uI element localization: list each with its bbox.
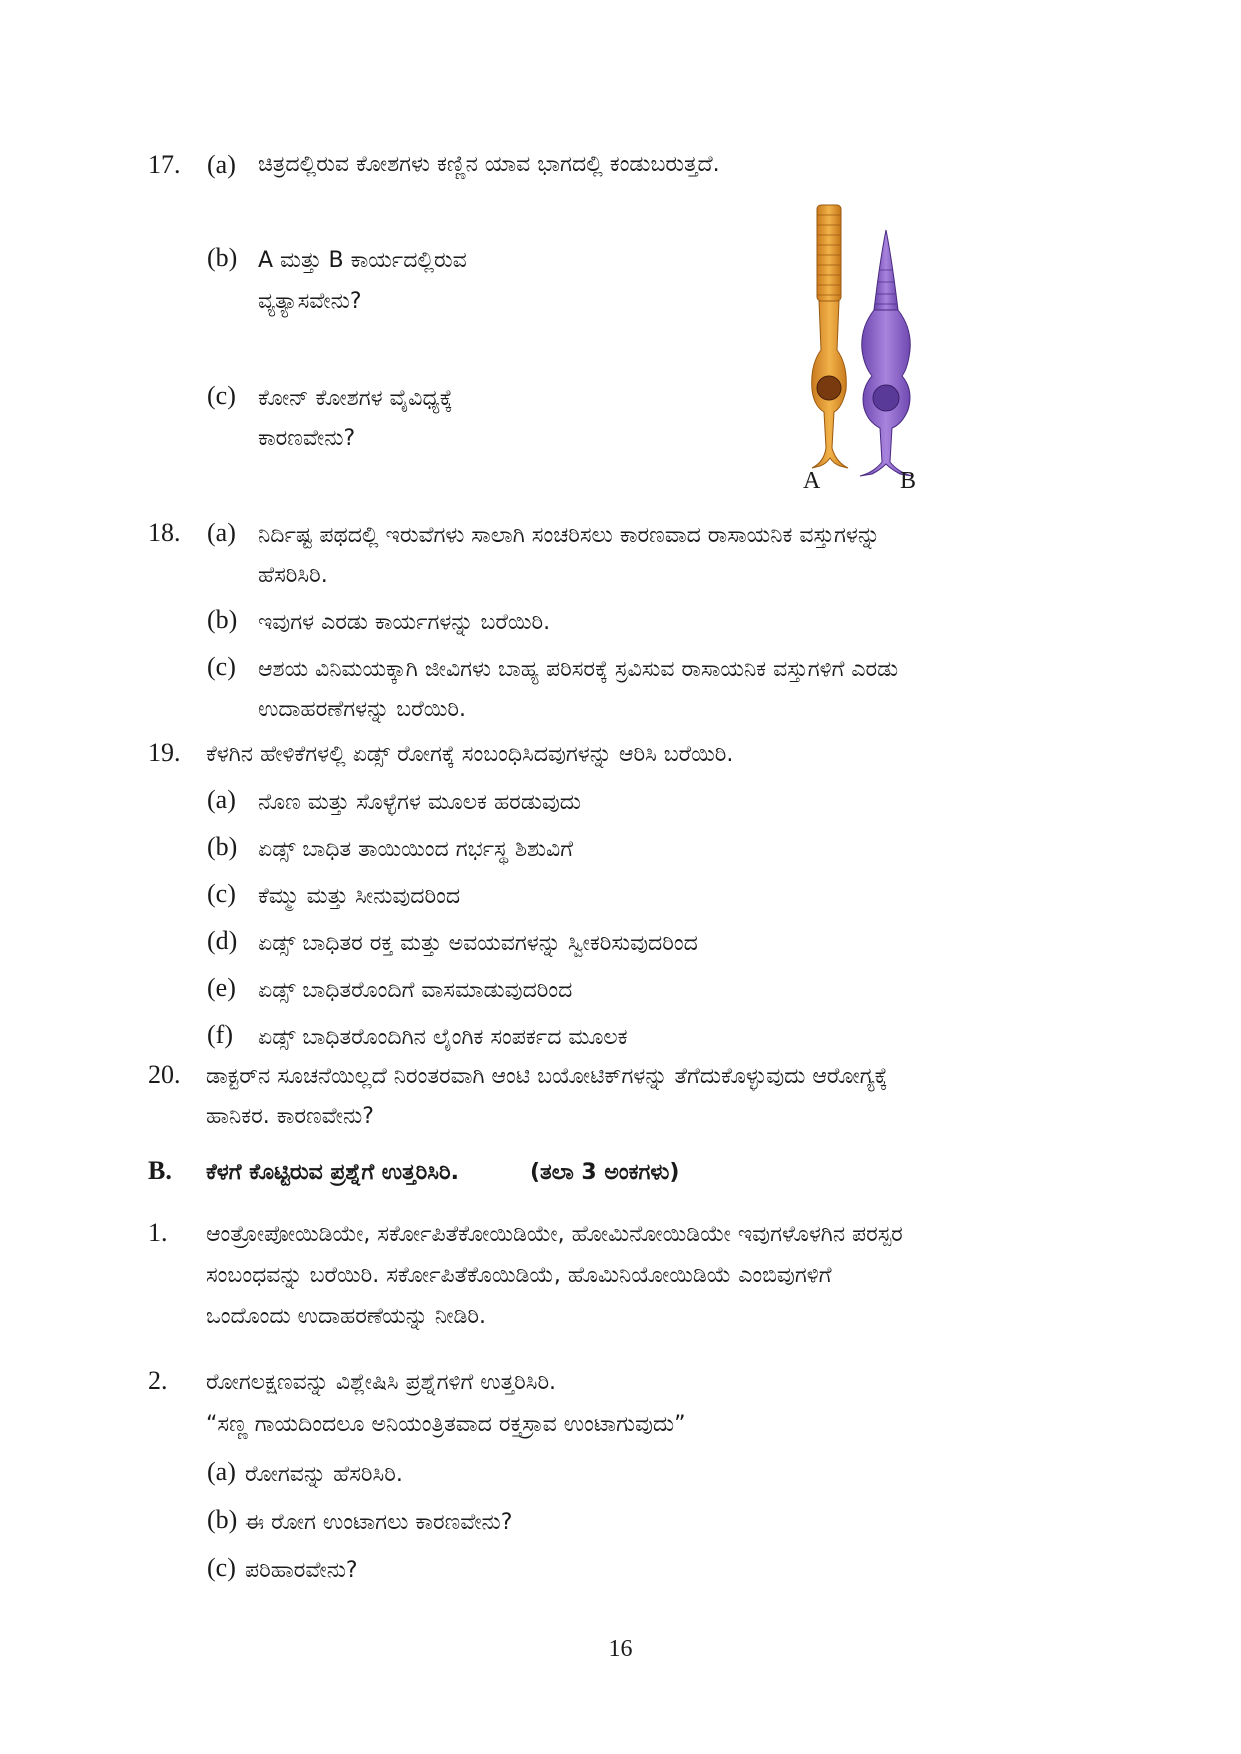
- q18-a-label: (a): [207, 518, 236, 547]
- q20-text-1: ಡಾಕ್ಟರ್‌ನ ಸೂಚನೆಯಿಲ್ಲದೆ ನಿರಂತರವಾಗಿ ಆಂಟಿ ಬಯೋಟಿಕ್‌ಗಳನ್ನು ತೆಗೆದುಕೊಳ್ಳುವುದು ಆರೋಗ್ಯಕ್ಕೆ: [206, 1064, 888, 1089]
- q18-a-text-2: ಹೆಸರಿಸಿರಿ.: [258, 563, 328, 588]
- q19-option-text: ಏಡ್ಸ್ ಬಾಧಿತರೊಂದಿಗಿನ ಲೈಂಗಿಕ ಸಂಪರ್ಕದ ಮೂಲಕ: [258, 1025, 628, 1050]
- q17-a-text: ಚಿತ್ರದಲ್ಲಿರುವ ಕೋಶಗಳು ಕಣ್ಣಿನ ಯಾವ ಭಾಗದಲ್ಲಿ ಕಂಡುಬರುತ್ತದೆ.: [258, 152, 720, 177]
- q19-option-label: (b): [207, 832, 238, 861]
- b1-text-2: ಸಂಬಂಧವನ್ನು ಬರೆಯಿರಿ. ಸರ್ಕೋಪಿತೆಕೊಯಿಡಿಯೆ, ಹೊಮಿನಿಯೋಯಿಡಿಯೆ ಎಂಬಿವುಗಳಿಗೆ: [206, 1263, 832, 1288]
- q18-c-text-1: ಆಶಯ ವಿನಿಮಯಕ್ಕಾಗಿ ಜೀವಿಗಳು ಬಾಹ್ಯ ಪರಿಸರಕ್ಕೆ ಸ್ರವಿಸುವ ರಾಸಾಯನಿಕ ವಸ್ತುಗಳಿಗೆ ಎರಡು: [258, 657, 899, 682]
- q17-c-label: (c): [207, 381, 236, 410]
- rod-cone-cell-figure: [790, 200, 950, 500]
- q19-option-text: ಕೆಮ್ಮು ಮತ್ತು ಸೀನುವುದರಿಂದ: [258, 884, 461, 909]
- question-b1-number: 1.: [148, 1218, 168, 1247]
- q19-option-text: ಏಡ್ಸ್ ಬಾಧಿತರೊಂದಿಗೆ ವಾಸಮಾಡುವುದರಿಂದ: [258, 978, 573, 1003]
- q18-c-label: (c): [207, 652, 236, 681]
- q19-option-text: ಏಡ್ಸ್ ಬಾಧಿತ ತಾಯಿಯಿಂದ ಗರ್ಭಸ್ಥ ಶಿಶುವಿಗೆ: [258, 837, 574, 862]
- q17-c-text-1: ಕೋನ್ ಕೋಶಗಳ ವೈವಿಧ್ಯಕ್ಕೆ: [258, 386, 453, 411]
- figure-label-a: A: [803, 468, 821, 494]
- question-20-number: 20.: [148, 1060, 181, 1089]
- b1-text-3: ಒಂದೊಂದು ಉದಾಹರಣೆಯನ್ನು ನೀಡಿರಿ.: [206, 1304, 486, 1329]
- q17-c-text-2: ಕಾರಣವೇನು?: [258, 426, 356, 451]
- q19-option-label: (d): [207, 926, 238, 955]
- q19-option-label: (e): [207, 973, 236, 1002]
- question-b2-number: 2.: [148, 1366, 168, 1395]
- q19-option-text: ನೊಣ ಮತ್ತು ಸೊಳ್ಳೆಗಳ ಮೂಲಕ ಹರಡುವುದು: [258, 790, 581, 815]
- q18-c-text-2: ಉದಾಹರಣೆಗಳನ್ನು ಬರೆಯಿರಿ.: [258, 697, 466, 722]
- q18-b-text: ಇವುಗಳ ಎರಡು ಕಾರ್ಯಗಳನ್ನು ಬರೆಯಿರಿ.: [258, 610, 551, 635]
- q19-option-text: ಏಡ್ಸ್ ಬಾಧಿತರ ರಕ್ತ ಮತ್ತು ಅವಯವಗಳನ್ನು ಸ್ವೀಕರಿಸುವುದರಿಂದ: [258, 931, 698, 956]
- q19-option-label: (f): [207, 1020, 233, 1049]
- q19-option-label: (c): [207, 879, 236, 908]
- q19-text: ಕೆಳಗಿನ ಹೇಳಿಕೆಗಳಲ್ಲಿ ಏಡ್ಸ್ ರೋಗಕ್ಕೆ ಸಂಬಂಧಿಸಿದವುಗಳನ್ನು ಆರಿಸಿ ಬರೆಯಿರಿ.: [206, 742, 734, 767]
- b1-text-1: ಆಂತ್ರೋಪೋಯಿಡಿಯೇ, ಸರ್ಕೋಪಿತೆಕೋಯಿಡಿಯೇ, ಹೋಮಿನೋಯಿಡಿಯೇ ಇವುಗಳೊಳಗಿನ ಪರಸ್ಪರ: [206, 1222, 903, 1247]
- q18-a-text-1: ನಿರ್ದಿಷ್ಟ ಪಥದಲ್ಲಿ ಇರುವೆಗಳು ಸಾಲಾಗಿ ಸಂಚರಿಸಲು ಕಾರಣವಾದ ರಾಸಾಯನಿಕ ವಸ್ತುಗಳನ್ನು: [258, 523, 881, 548]
- b2-option-text: ರೋಗವನ್ನು ಹೆಸರಿಸಿರಿ.: [245, 1462, 403, 1487]
- q18-b-label: (b): [207, 605, 238, 634]
- section-b-label: B.: [148, 1156, 172, 1185]
- question-17-number: 17.: [148, 150, 181, 179]
- b2-option-label: (b): [207, 1505, 238, 1534]
- question-19-number: 19.: [148, 738, 181, 767]
- cone-cell-B: [860, 230, 912, 476]
- b2-option-text: ಈ ರೋಗ ಉಂಟಾಗಲು ಕಾರಣವೇನು?: [245, 1510, 513, 1535]
- q17-b-label: (b): [207, 243, 238, 272]
- b2-option-text: ಪರಿಹಾರವೇನು?: [245, 1558, 358, 1583]
- page-number: 16: [608, 1636, 633, 1662]
- question-18-number: 18.: [148, 518, 181, 547]
- q17-b-text-1: A ಮತ್ತು B ಕಾರ್ಯದಲ್ಲಿರುವ: [258, 248, 467, 273]
- rod-cell-A: [812, 205, 848, 468]
- b2-text: ರೋಗಲಕ್ಷಣವನ್ನು ವಿಶ್ಲೇಷಿಸಿ ಪ್ರಶ್ನೆಗಳಿಗೆ ಉತ್ತರಿಸಿರಿ.: [206, 1370, 557, 1395]
- section-b-title: ಕೆಳಗೆ ಕೊಟ್ಟಿರುವ ಪ್ರಶ್ನೆಗೆ ಉತ್ತರಿಸಿರಿ.: [206, 1160, 459, 1185]
- b2-quote: “ಸಣ್ಣ ಗಾಯದಿಂದಲೂ ಅನಿಯಂತ್ರಿತವಾದ ರಕ್ತಸ್ರಾವ ಉಂಟಾಗುವುದು”: [206, 1412, 686, 1437]
- b2-option-label: (a): [207, 1457, 236, 1486]
- q17-b-text-2: ವ್ಯತ್ಯಾಸವೇನು?: [258, 289, 362, 314]
- q19-option-label: (a): [207, 785, 236, 814]
- b2-option-label: (c): [207, 1553, 236, 1582]
- section-b-marks: (ತಲಾ 3 ಅಂಕಗಳು): [530, 1160, 680, 1185]
- q20-text-2: ಹಾನಿಕರ. ಕಾರಣವೇನು?: [206, 1104, 374, 1129]
- q17-a-label: (a): [207, 150, 236, 179]
- figure-label-b: B: [900, 468, 917, 494]
